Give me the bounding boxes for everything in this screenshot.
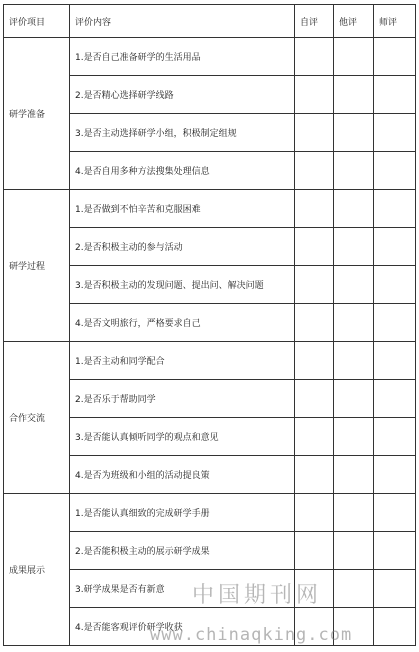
self-eval-cell[interactable] [295,418,334,456]
teacher-eval-cell[interactable] [374,228,416,266]
self-eval-cell[interactable] [295,608,334,646]
category-cell: 研学准备 [4,38,70,190]
criterion-cell: 2.是否乐于帮助同学 [70,380,295,418]
self-eval-cell[interactable] [295,494,334,532]
criterion-cell: 1.是否自己准备研学的生活用品 [70,38,295,76]
header-teacher-eval: 师评 [374,5,416,38]
peer-eval-cell[interactable] [334,570,374,608]
criterion-cell: 4.是否自用多种方法搜集处理信息 [70,152,295,190]
teacher-eval-cell[interactable] [374,494,416,532]
self-eval-cell[interactable] [295,38,334,76]
category-cell: 成果展示 [4,494,70,646]
criterion-cell: 2.是否积极主动的参与活动 [70,228,295,266]
criterion-cell: 3.是否积极主动的发现问题、提出问、解决问题 [70,266,295,304]
criterion-cell: 2.是否能积极主动的展示研学成果 [70,532,295,570]
criterion-cell: 1.是否能认真细致的完成研学手册 [70,494,295,532]
peer-eval-cell[interactable] [334,456,374,494]
peer-eval-cell[interactable] [334,418,374,456]
teacher-eval-cell[interactable] [374,418,416,456]
criterion-cell: 4.是否为班级和小组的活动提良策 [70,456,295,494]
criterion-cell: 3.是否能认真倾听同学的观点和意见 [70,418,295,456]
criterion-cell: 4.是否能客观评价研学收获 [70,608,295,646]
header-content: 评价内容 [70,5,295,38]
self-eval-cell[interactable] [295,570,334,608]
category-cell: 合作交流 [4,342,70,494]
criterion-cell: 3.研学成果是否有新意 [70,570,295,608]
teacher-eval-cell[interactable] [374,76,416,114]
teacher-eval-cell[interactable] [374,342,416,380]
self-eval-cell[interactable] [295,228,334,266]
watermark-site-name: 中国期刊网 [192,583,323,608]
criterion-cell: 1.是否主动和同学配合 [70,342,295,380]
self-eval-cell[interactable] [295,76,334,114]
teacher-eval-cell[interactable] [374,152,416,190]
peer-eval-cell[interactable] [334,266,374,304]
teacher-eval-cell[interactable] [374,304,416,342]
criterion-cell: 3.是否主动选择研学小组，积极制定组规 [70,114,295,152]
peer-eval-cell[interactable] [334,190,374,228]
evaluation-table [3,4,416,646]
peer-eval-cell[interactable] [334,152,374,190]
criterion-cell: 4.是否文明旅行，严格要求自己 [70,304,295,342]
header-self-eval: 自评 [295,5,334,38]
peer-eval-cell[interactable] [334,76,374,114]
header-peer-eval: 他评 [334,5,374,38]
self-eval-cell[interactable] [295,152,334,190]
category-cell: 研学过程 [4,190,70,342]
teacher-eval-cell[interactable] [374,380,416,418]
self-eval-cell[interactable] [295,456,334,494]
teacher-eval-cell[interactable] [374,456,416,494]
table-row [4,494,416,532]
teacher-eval-cell[interactable] [374,608,416,646]
peer-eval-cell[interactable] [334,608,374,646]
header-row [4,5,416,38]
teacher-eval-cell[interactable] [374,114,416,152]
table-row [4,342,416,380]
self-eval-cell[interactable] [295,266,334,304]
peer-eval-cell[interactable] [334,342,374,380]
teacher-eval-cell[interactable] [374,532,416,570]
self-eval-cell[interactable] [295,190,334,228]
self-eval-cell[interactable] [295,304,334,342]
criterion-cell: 2.是否精心选择研学线路 [70,76,295,114]
self-eval-cell[interactable] [295,532,334,570]
teacher-eval-cell[interactable] [374,190,416,228]
peer-eval-cell[interactable] [334,494,374,532]
teacher-eval-cell[interactable] [374,266,416,304]
peer-eval-cell[interactable] [334,532,374,570]
self-eval-cell[interactable] [295,342,334,380]
peer-eval-cell[interactable] [334,380,374,418]
criterion-cell: 1.是否做到不怕辛苦和克服困难 [70,190,295,228]
table-row [4,190,416,228]
table-row [4,38,416,76]
watermark-url: www.chinaqking.com [150,625,353,645]
teacher-eval-cell[interactable] [374,570,416,608]
self-eval-cell[interactable] [295,380,334,418]
peer-eval-cell[interactable] [334,228,374,266]
peer-eval-cell[interactable] [334,304,374,342]
self-eval-cell[interactable] [295,114,334,152]
peer-eval-cell[interactable] [334,114,374,152]
teacher-eval-cell[interactable] [374,38,416,76]
header-category: 评价项目 [4,5,70,38]
peer-eval-cell[interactable] [334,38,374,76]
